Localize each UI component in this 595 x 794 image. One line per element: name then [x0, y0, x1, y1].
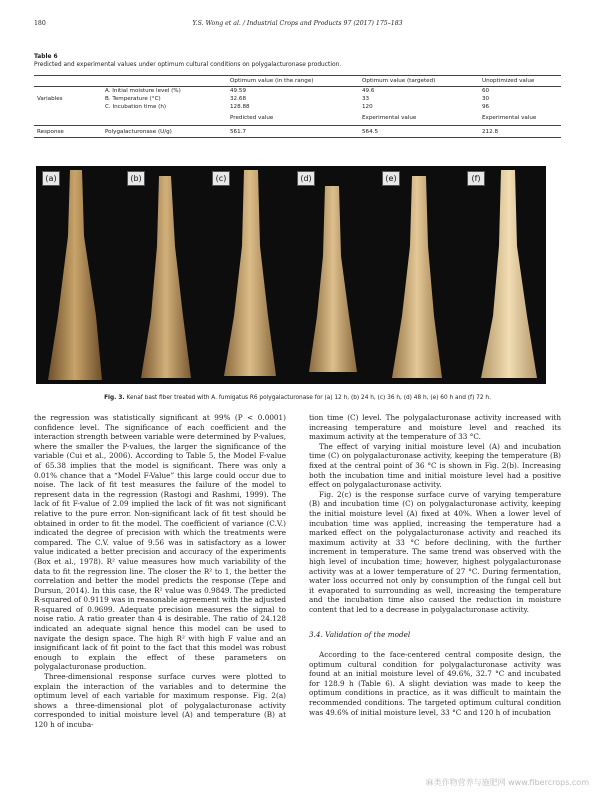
journal-citation: Y.S. Wong et al. / Industrial Crops and Products 97 (2017) 175–183 — [192, 20, 403, 27]
figure-caption-label: Fig. 3. — [104, 395, 125, 401]
fiber-bundle-a — [36, 166, 120, 384]
photo-panel-f — [461, 166, 545, 384]
panel-label: (d) — [297, 171, 315, 186]
fiber-bundle-c — [206, 166, 290, 384]
cell-value: 33 — [362, 96, 370, 102]
cell-value: 49.59 — [230, 88, 247, 94]
left-column — [34, 413, 286, 730]
cell-value: 60 — [482, 88, 490, 94]
table-caption — [34, 53, 341, 69]
sub-header: Predicted value — [227, 111, 359, 126]
body-paragraph: The effect of varying initial moisture level (A) and incubation time (C) on polygalacturonase activity, keeping the temperature (B) fixed at the central point of 36 °C is shown in Fig. 2(b). Increasing both the incubation time and initial moisture level had a positive effect on polygalacturonase activity. — [309, 441, 561, 490]
panel-label: (b) — [127, 171, 145, 186]
cell-value: 120 — [362, 104, 373, 110]
fiber-photo — [36, 166, 546, 384]
section-heading: 3.4. Validation of the model — [309, 630, 411, 640]
table-row — [34, 95, 561, 103]
cell-value: 49.6 — [362, 88, 375, 94]
panel-label: (e) — [382, 171, 400, 186]
page-number: 180 — [34, 20, 46, 27]
table-row — [34, 126, 561, 138]
cell-value: 564.5 — [359, 126, 479, 138]
table-title: Table 6 — [34, 54, 58, 60]
running-header — [34, 20, 561, 32]
variable-name: A. Initial moisture level (%) — [105, 88, 181, 94]
photo-panel-c — [206, 166, 290, 384]
photo-panel-b — [121, 166, 205, 384]
table-caption-text: Predicted and experimental values under optimum cultural conditions on polygalacturonase production. — [34, 62, 342, 68]
right-column — [309, 413, 561, 717]
response-label: Response — [34, 126, 102, 138]
fiber-bundle-b — [121, 166, 205, 384]
table-header-row — [34, 76, 561, 87]
panel-label: (c) — [212, 171, 230, 186]
cell-value: 561.7 — [227, 126, 359, 138]
photo-panel-e — [376, 166, 460, 384]
cell-value: 128.88 — [230, 104, 250, 110]
fiber-bundle-e — [376, 166, 460, 384]
cell-value: 30 — [482, 96, 490, 102]
sub-header: Experimental value — [479, 111, 561, 126]
panel-label: (a) — [42, 171, 60, 186]
photo-panel-a — [36, 166, 120, 384]
photo-panel-d — [291, 166, 375, 384]
cell-value: 96 — [482, 104, 490, 110]
table-row — [34, 103, 561, 111]
table-subheader-row — [34, 111, 561, 126]
variables-label: Variables — [37, 96, 63, 102]
body-paragraph: Fig. 2(c) is the response surface curve of varying temperature (B) and incubation time (C) on polygalacturonase activity, keeping the initial moisture level (A) fixed at 40%. When a lower level of incubation time was applied, increasing the temperature had a marked effect on the polygalacturonase activity and reached its maximum activity at 33 °C before declining, with the further increment in temperature. The same trend was observed with the high level of incubation time; however, highest polygalacturonase activity was at a lower temperature of 27 °C. During fermentation, water loss occurred not only by consumption of the fungal cell but it evaporated to surrounding as well, increasing the temperature and the incubation time also caused the reduction in moisture content that led to a decrease in polygalacturonase activity. — [309, 489, 561, 614]
table-row — [34, 87, 561, 96]
variable-name: C. Incubation time (h) — [105, 104, 167, 110]
body-paragraph: According to the face-centered central composite design, the optimum cultural condition for polygalacturonase activity was found at an initial moisture level of 49.6%, 32.7 °C and incubated for 128.9 h (Table 6). A slight deviation was made to keep the optimum conditions in practice, as it was difficult to maintain the recommended conditions. The targeted optimum cultural condition was 49.6% of initial moisture level, 33 °C and 120 h of incubation — [309, 650, 561, 717]
figure-caption-text: Kenaf bast fiber treated with A. fumigatus R6 polygalacturonase for (a) 12 h, (b) 24 h, (c) 36 h, (d) 48 h, (e) 60 h and (f) 72 h. — [126, 395, 491, 401]
watermark: 麻类作物营养与施肥网 www.fibercrops.com — [425, 778, 589, 787]
body-paragraph: tion time (C) level. The polygalacturonase activity increased with increasing temperature and moisture level and reached its maximum activity at the temperature of 33 °C. — [309, 413, 561, 442]
col-header: Optimum value (in the range) — [227, 76, 359, 87]
figure-caption — [0, 395, 595, 401]
panel-label: (f) — [467, 171, 485, 186]
cell-value: 212.8 — [479, 126, 561, 138]
col-header: Unoptimized value — [479, 76, 561, 87]
cell-value: 32.68 — [230, 96, 247, 102]
sub-header: Experimental value — [359, 111, 479, 126]
response-name: Polygalacturonase (U/g) — [102, 126, 227, 138]
col-header: Optimum value (targeted) — [359, 76, 479, 87]
body-paragraph: the regression was statistically significant at 99% (P < 0.0001) confidence level. The significance of each coefficient and the interaction strength between variable were determined by P-values, where the smaller the P-values, the larger the significance of the variable (Cui et al., 2006). According to Table 5, the Model F-value of 65.38 implies that the model is significant. There was only a 0.01% chance that a “Model F-Value” this large could occur due to noise. The lack of fit test measures the failure of the model to represent data in the regression (Rastogi and Rashmi, 1999). The lack of fit F-value of 2.09 implied the lack of fit was not significant relative to the pure error. Non-significant lack of fit test should be obtained in order to fit the model. The coefficient of variance (C.V.) indicated the degree of precision with which the treatments were compared. The C.V. value of 9.56 was in satisfactory as a lower value indicated a better precision and accuracy of the experiments (Box et al., 1978). R² value measures how much variability of the data to fit the regression line. The closer the R² to 1, the better the correlation and better the model predicts the response (Tepe and Dursun, 2014). In this case, the R² value was 0.9849. The predicted R-squared of 0.9119 was in reasonable agreement with the adjusted R-squared of 0.9699. Adequate precision measures the signal to noise ratio. A ratio greater than 4 is desirable. The ratio of 24.128 indicated an adequate signal hence this model can be used to navigate the design space. The high R² with high F value and an insignificant lack of fit point to the fact that this model was robust enough to explain the effect of these parameters on polygalacturonase production. — [34, 413, 286, 672]
fiber-bundle-d — [291, 166, 375, 384]
variable-name: B. Temperature (°C) — [105, 96, 161, 102]
results-table — [34, 75, 561, 138]
fiber-bundle-f — [461, 166, 545, 384]
body-paragraph: Three-dimensional response surface curves were plotted to explain the interaction of the variables and to determine the optimum level of each variable for maximum response. Fig. 2(a) shows a three-dimensional plot of polygalacturonase activity corresponded to initial moisture level (A) and temperature (B) at 120 h of incuba- — [34, 672, 286, 729]
